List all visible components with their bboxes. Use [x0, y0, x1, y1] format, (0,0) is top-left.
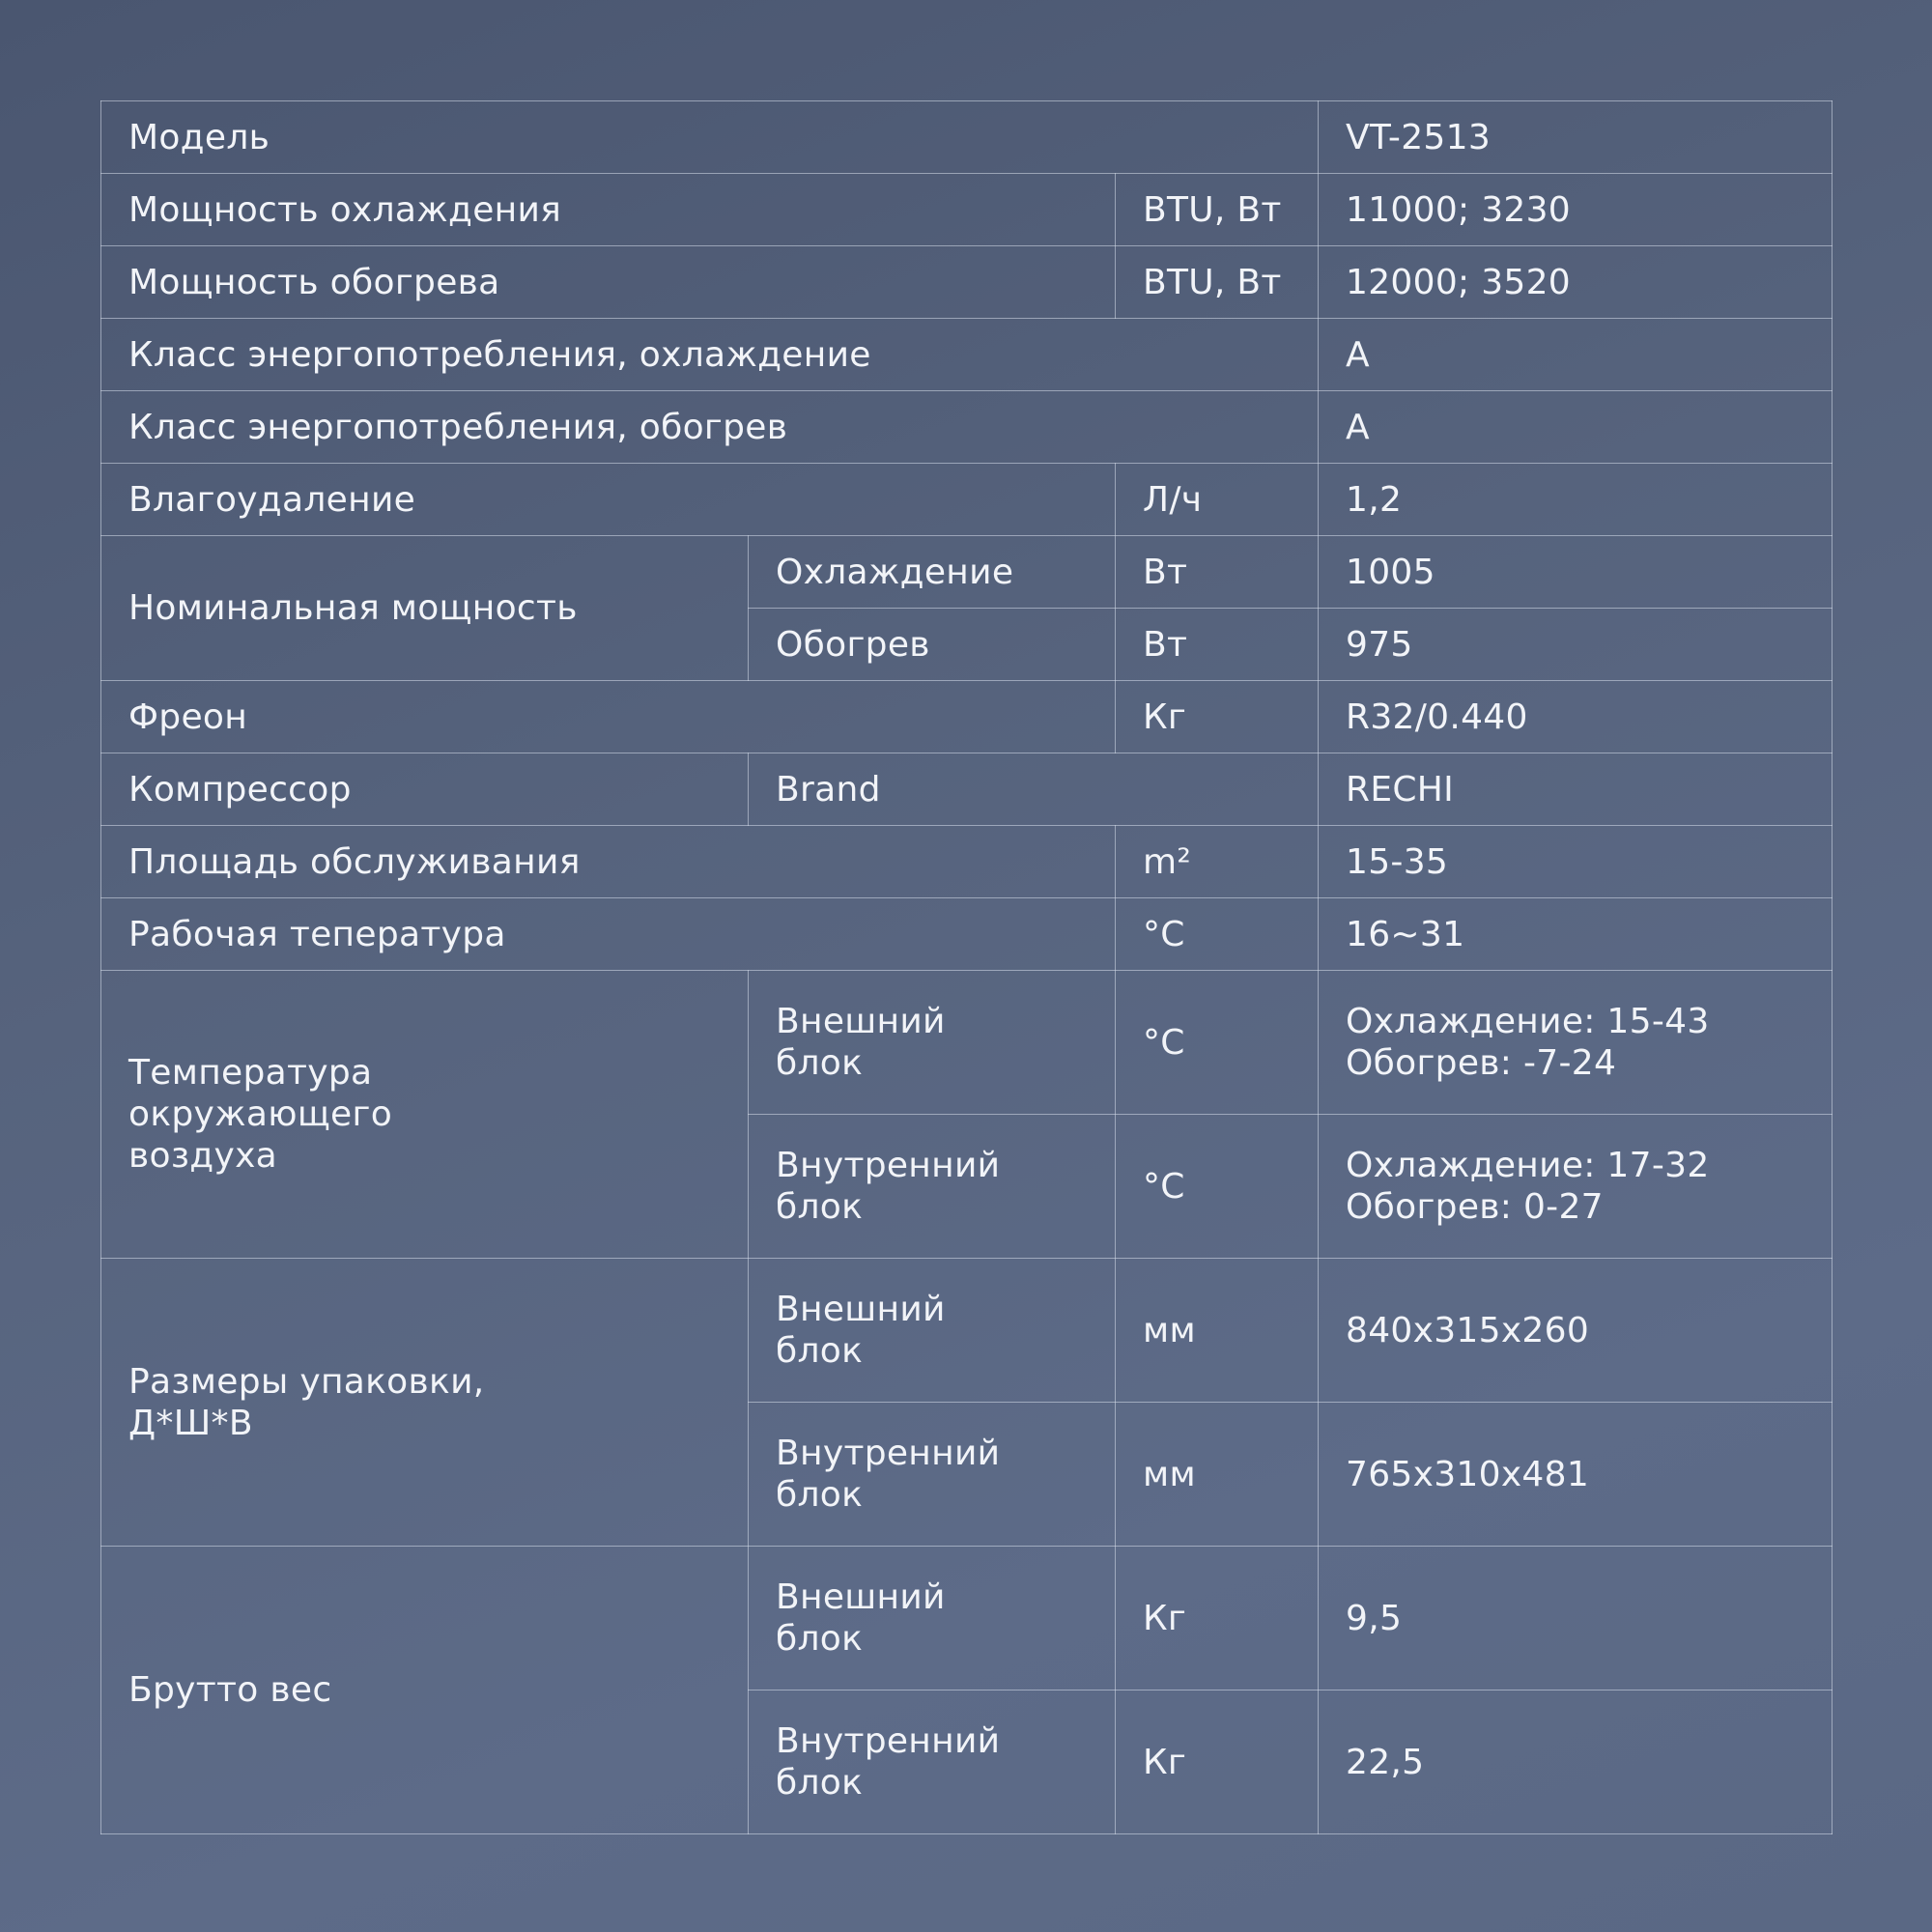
ambient-indoor-value: Охлаждение: 17-32 Обогрев: 0-27 [1319, 1115, 1833, 1259]
table-row-compressor [101, 753, 1833, 826]
ambient-outdoor-value: Охлаждение: 15-43 Обогрев: -7-24 [1319, 971, 1833, 1115]
refrigerant-unit: Кг [1116, 681, 1319, 753]
rated-power-heating-value: 975 [1319, 609, 1833, 681]
dehumidification-value: 1,2 [1319, 464, 1833, 536]
ambient-indoor-unit: °C [1116, 1115, 1319, 1259]
table-row-cooling-capacity [101, 174, 1833, 246]
model-value: VT-2513 [1319, 101, 1833, 174]
rated-power-label: Номинальная мощность [101, 536, 749, 681]
specs-page [100, 100, 1832, 1834]
operating-temp-value: 16~31 [1319, 898, 1833, 971]
weight-indoor-label: Внутренний блок [749, 1690, 1116, 1834]
ambient-temp-label: Температура окружающего воздуха [101, 971, 749, 1259]
weight-outdoor-value: 9,5 [1319, 1547, 1833, 1690]
heating-capacity-label: Мощность обогрева [101, 246, 1116, 319]
rated-power-cooling-label: Охлаждение [749, 536, 1116, 609]
model-label: Модель [101, 101, 1319, 174]
package-outdoor-unit: мм [1116, 1259, 1319, 1403]
table-row-ambient-outdoor [101, 971, 1833, 1115]
service-area-value: 15-35 [1319, 826, 1833, 898]
refrigerant-value: R32/0.440 [1319, 681, 1833, 753]
rated-power-cooling-value: 1005 [1319, 536, 1833, 609]
operating-temp-unit: °C [1116, 898, 1319, 971]
weight-indoor-value: 22,5 [1319, 1690, 1833, 1834]
weight-indoor-unit: Кг [1116, 1690, 1319, 1834]
table-row-model [101, 101, 1833, 174]
ambient-outdoor-unit: °C [1116, 971, 1319, 1115]
heating-capacity-value: 12000; 3520 [1319, 246, 1833, 319]
dehumidification-label: Влагоудаление [101, 464, 1116, 536]
package-indoor-label: Внутренний блок [749, 1403, 1116, 1547]
specifications-table [100, 100, 1833, 1834]
weight-outdoor-label: Внешний блок [749, 1547, 1116, 1690]
dehumidification-unit: Л/ч [1116, 464, 1319, 536]
package-outdoor-value: 840x315x260 [1319, 1259, 1833, 1403]
compressor-value: RECHI [1319, 753, 1833, 826]
ambient-outdoor-label: Внешний блок [749, 971, 1116, 1115]
energy-class-heating-label: Класс энергопотребления, обогрев [101, 391, 1319, 464]
table-row-operating-temp [101, 898, 1833, 971]
heating-capacity-unit: BTU, Вт [1116, 246, 1319, 319]
energy-class-cooling-label: Класс энергопотребления, охлаждение [101, 319, 1319, 391]
cooling-capacity-label: Мощность охлаждения [101, 174, 1116, 246]
rated-power-heating-unit: Вт [1116, 609, 1319, 681]
energy-class-heating-value: A [1319, 391, 1833, 464]
table-row-refrigerant [101, 681, 1833, 753]
service-area-unit: m² [1116, 826, 1319, 898]
table-row-rated-power-cooling [101, 536, 1833, 609]
package-outdoor-label: Внешний блок [749, 1259, 1116, 1403]
rated-power-cooling-unit: Вт [1116, 536, 1319, 609]
cooling-capacity-value: 11000; 3230 [1319, 174, 1833, 246]
package-indoor-value: 765x310x481 [1319, 1403, 1833, 1547]
weight-outdoor-unit: Кг [1116, 1547, 1319, 1690]
table-row-energy-class-cooling [101, 319, 1833, 391]
table-row-service-area [101, 826, 1833, 898]
gross-weight-label: Брутто вес [101, 1547, 749, 1834]
table-row-energy-class-heating [101, 391, 1833, 464]
table-row-dehumidification [101, 464, 1833, 536]
rated-power-heating-label: Обогрев [749, 609, 1116, 681]
compressor-brand-label: Brand [749, 753, 1319, 826]
service-area-label: Площадь обслуживания [101, 826, 1116, 898]
table-row-heating-capacity [101, 246, 1833, 319]
compressor-label: Компрессор [101, 753, 749, 826]
energy-class-cooling-value: A [1319, 319, 1833, 391]
package-size-label: Размеры упаковки, Д*Ш*В [101, 1259, 749, 1547]
package-indoor-unit: мм [1116, 1403, 1319, 1547]
cooling-capacity-unit: BTU, Вт [1116, 174, 1319, 246]
table-row-weight-outdoor [101, 1547, 1833, 1690]
operating-temp-label: Рабочая теператуpa [101, 898, 1116, 971]
ambient-indoor-label: Внутренний блок [749, 1115, 1116, 1259]
table-row-package-outdoor [101, 1259, 1833, 1403]
refrigerant-label: Фреон [101, 681, 1116, 753]
